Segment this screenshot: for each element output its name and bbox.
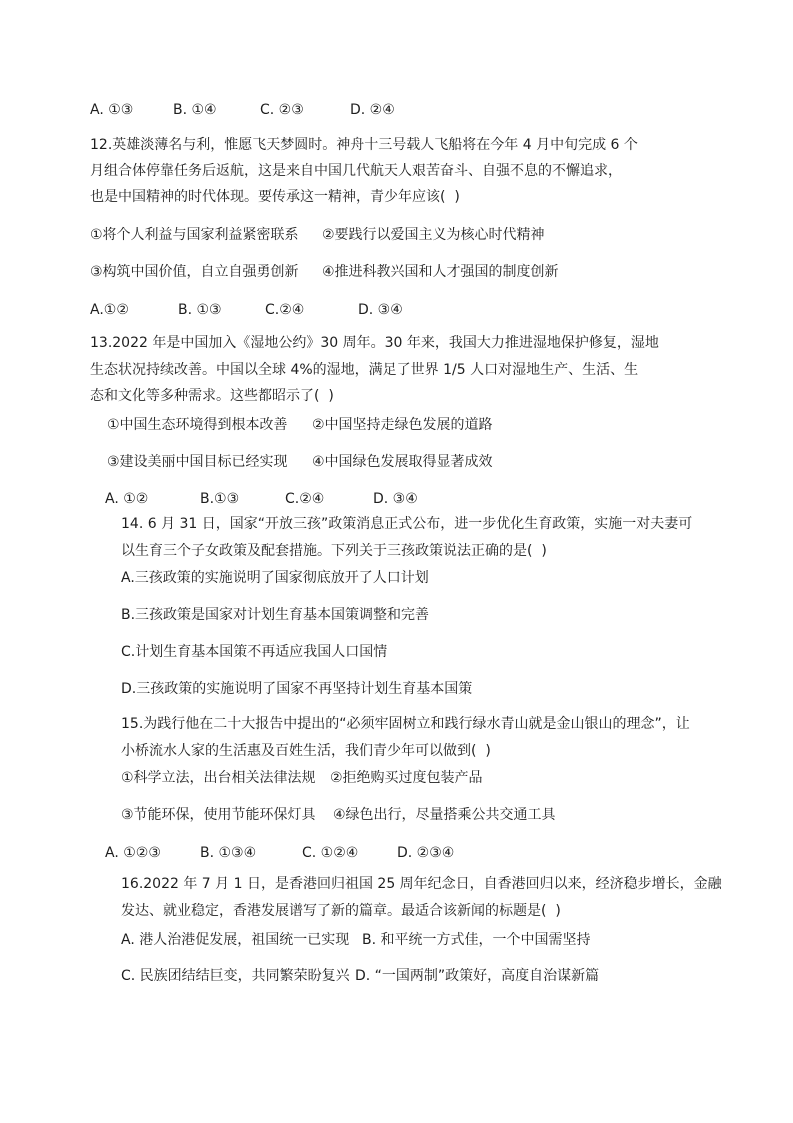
q13-stem-line: 13.2022 年是中国加入《湿地公约》30 周年。30 年来，我国大力推进湿地保护修复，湿地 xyxy=(90,335,659,351)
q13-option-c: C.②④ xyxy=(285,491,325,507)
q13-statement-3: ③建设美丽中国目标已经实现 xyxy=(107,454,288,470)
q15-stem-line: 小桥流水人家的生活惠及百姓生活，我们青少年可以做到( ) xyxy=(121,743,491,759)
q13-statement-2: ②中国坚持走绿色发展的道路 xyxy=(312,417,493,433)
q12-stem-line: 也是中国精神的时代体现。要传承这一精神，青少年应该( ) xyxy=(90,189,460,205)
q12-statement-2: ②要践行以爱国主义为核心时代精神 xyxy=(322,227,545,243)
q11-option-c: C. ②③ xyxy=(260,102,304,118)
q15-statement-1: ①科学立法，出台相关法律法规 xyxy=(121,770,316,786)
q12-statement-3: ③构筑中国价值，自立自强勇创新 xyxy=(90,264,299,280)
q15-option-c: C. ①②④ xyxy=(302,845,359,861)
q12-statement-4: ④推进科教兴国和人才强国的制度创新 xyxy=(322,264,559,280)
q12-option-d: D. ③④ xyxy=(358,302,403,318)
q13-statement-1: ①中国生态环境得到根本改善 xyxy=(107,417,288,433)
q14-option-c: C.计划生育基本国策不再适应我国人口国情 xyxy=(121,644,388,660)
q15-option-b: B. ①③④ xyxy=(200,845,257,861)
q13-stem-line: 生态状况持续改善。中国以全球 4%的湿地，满足了世界 1/5 人口对湿地生产、生活、生 xyxy=(90,362,639,378)
q16-option-c: C. 民族团结结巨变，共同繁荣盼复兴 xyxy=(121,968,350,984)
q13-option-a: A. ①② xyxy=(105,491,149,507)
q14-stem-line: 以生育三个子女政策及配套措施。下列关于三孩政策说法正确的是( ) xyxy=(121,543,547,559)
q15-option-a: A. ①②③ xyxy=(105,845,161,861)
q15-stem-line: 15.为践行他在二十大报告中提出的“必须牢固树立和践行绿水青山就是金山银山的理念”，让 xyxy=(121,716,690,732)
q13-option-d: D. ③④ xyxy=(373,491,418,507)
q15-option-d: D. ②③④ xyxy=(397,845,455,861)
q13-statement-4: ④中国绿色发展取得显著成效 xyxy=(312,454,493,470)
q13-option-b: B.①③ xyxy=(200,491,240,507)
q14-option-d: D.三孩政策的实施说明了国家不再坚持计划生育基本国策 xyxy=(121,681,473,697)
q12-stem-line: 12.英雄淡薄名与利，惟愿飞天梦圆时。神舟十三号载人飞船将在今年 4 月中旬完成 6 个 xyxy=(90,137,638,153)
q16-option-d: D. “一国两制”政策好，高度自治谋新篇 xyxy=(355,968,600,984)
q15-statement-2: ②拒绝购买过度包装产品 xyxy=(330,770,483,786)
q12-statement-1: ①将个人利益与国家利益紧密联系 xyxy=(90,227,299,243)
q15-statement-4: ④绿色出行，尽量搭乘公共交通工具 xyxy=(333,807,556,823)
q13-stem-line: 态和文化等多种需求。这些都昭示了( ) xyxy=(90,388,334,404)
q14-option-a: A.三孩政策的实施说明了国家彻底放开了人口计划 xyxy=(121,570,429,586)
q11-option-d: D. ②④ xyxy=(350,102,395,118)
q16-option-a: A. 港人治港促发展，祖国统一已实现 xyxy=(121,932,350,948)
q12-option-a: A.①② xyxy=(90,302,129,318)
q16-option-b: B. 和平统一方式佳，一个中国需坚持 xyxy=(362,932,591,948)
q11-option-b: B. ①④ xyxy=(173,102,217,118)
q16-stem-line: 发达、就业稳定，香港发展谱写了新的篇章。最适合该新闻的标题是( ) xyxy=(121,903,561,919)
q15-statement-3: ③节能环保，使用节能环保灯具 xyxy=(121,807,316,823)
q14-option-b: B.三孩政策是国家对计划生育基本国策调整和完善 xyxy=(121,607,430,623)
q12-stem-line: 月组合体停靠任务后返航，这是来自中国几代航天人艰苦奋斗、自强不息的不懈追求， xyxy=(90,163,622,179)
q14-stem-line: 14. 6 月 31 日，国家“开放三孩”政策消息正式公布，进一步优化生育政策，实施一对夫妻可 xyxy=(121,516,693,532)
q11-option-a: A. ①③ xyxy=(90,102,134,118)
q12-option-b: B. ①③ xyxy=(178,302,222,318)
q12-option-c: C.②④ xyxy=(265,302,305,318)
q16-stem-line: 16.2022 年 7 月 1 日，是香港回归祖国 25 周年纪念日，自香港回归以来，经济稳步增长，金融 xyxy=(121,876,722,892)
